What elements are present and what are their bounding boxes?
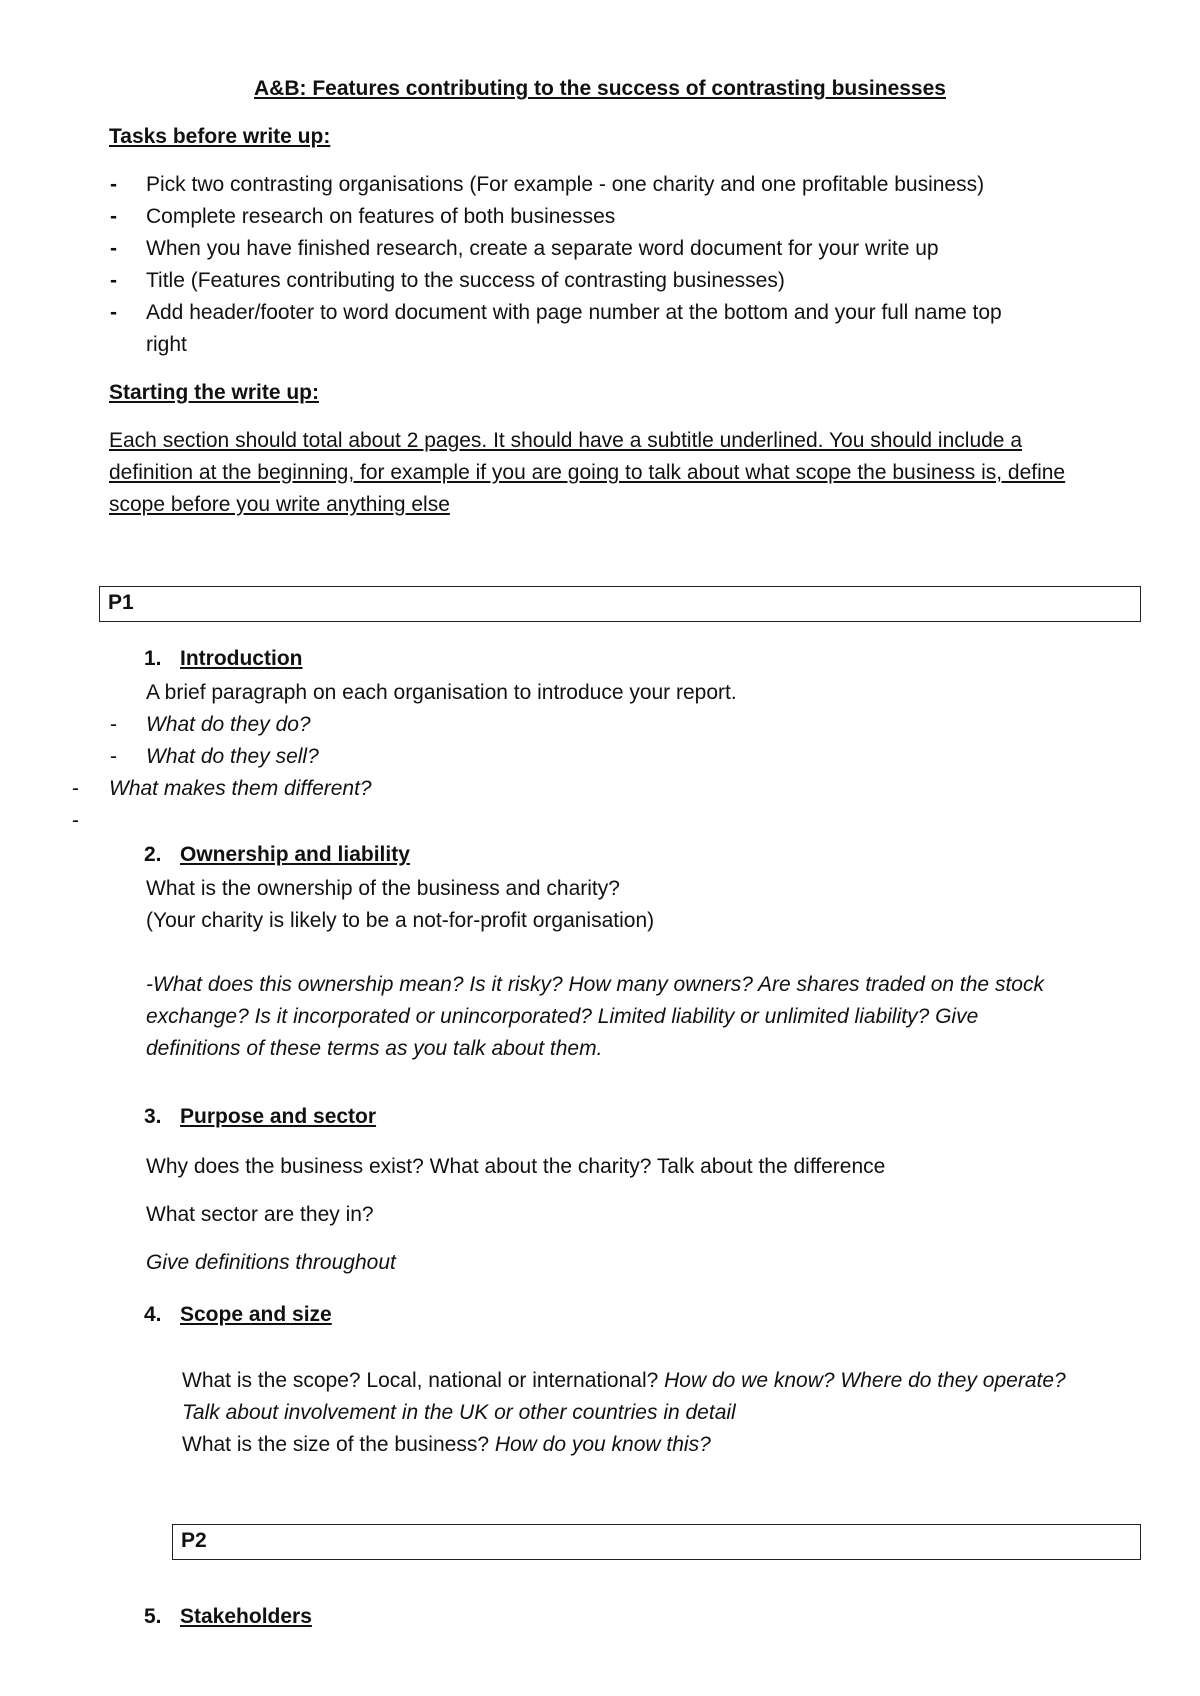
task-item-continuation: right — [146, 333, 187, 356]
section-number: 1. — [144, 647, 162, 670]
task-item: Complete research on features of both businesses — [146, 205, 616, 228]
starting-line: definition at the beginning, for example if you are going to talk about what scope the business is, define — [109, 461, 1066, 484]
bullet-dash: - — [110, 205, 117, 228]
bullet-dash: - — [72, 777, 79, 800]
task-item: Pick two contrasting organisations (For example - one charity and one profitable business) — [146, 173, 985, 196]
bullet-dash: - — [110, 173, 117, 196]
section-title-purpose: Purpose and sector — [180, 1105, 377, 1128]
section-question: definitions of these terms as you talk about them. — [146, 1037, 603, 1060]
section-question: What do they sell? — [146, 745, 319, 768]
section-line — [182, 1368, 1066, 1393]
section-text: Give definitions throughout — [146, 1251, 396, 1274]
bullet-dash: - — [110, 269, 117, 292]
section-question: -What does this ownership mean? Is it risky? How many owners? Are shares traded on the stock — [146, 973, 1044, 996]
starting-heading: Starting the write up: — [109, 381, 319, 404]
section-number: 4. — [144, 1303, 162, 1326]
task-item: When you have finished research, create a separate word document for your write up — [146, 237, 939, 260]
section-text: (Your charity is likely to be a not-for-profit organisation) — [146, 909, 655, 932]
section-text: Why does the business exist? What about the charity? Talk about the difference — [146, 1155, 886, 1178]
section-line — [182, 1432, 711, 1457]
starting-line: scope before you write anything else — [109, 493, 450, 516]
section-title-ownership: Ownership and liability — [180, 843, 410, 866]
bullet-dash: - — [72, 809, 79, 832]
bullet-dash: - — [110, 237, 117, 260]
section-title-introduction: Introduction — [180, 647, 303, 670]
section-question: exchange? Is it incorporated or unincorporated? Limited liability or unlimited liability? Give — [146, 1005, 979, 1028]
p1-box — [99, 586, 1141, 622]
bullet-dash: - — [110, 301, 117, 324]
page-title: A&B: Features contributing to the success of contrasting businesses — [254, 77, 946, 100]
starting-line: Each section should total about 2 pages. It should have a subtitle underlined. You should include a — [109, 429, 1022, 452]
section-text: A brief paragraph on each organisation to introduce your report. — [146, 681, 737, 704]
section-text: What is the size of the business? — [182, 1433, 495, 1456]
p1-label: P1 — [108, 591, 134, 614]
section-number: 5. — [144, 1605, 162, 1628]
section-question: What makes them different? — [109, 777, 372, 800]
section-text: What sector are they in? — [146, 1203, 374, 1226]
task-item: Title (Features contributing to the success of contrasting businesses) — [146, 269, 785, 292]
p2-label: P2 — [181, 1529, 207, 1552]
tasks-heading: Tasks before write up: — [109, 125, 331, 148]
section-text: What is the scope? Local, national or international? — [182, 1369, 665, 1392]
section-number: 3. — [144, 1105, 162, 1128]
task-item: Add header/footer to word document with page number at the bottom and your full name top — [146, 301, 1002, 324]
section-question: How do you know this? — [494, 1433, 711, 1456]
section-question: Talk about involvement in the UK or other countries in detail — [182, 1401, 736, 1424]
section-text: What is the ownership of the business and charity? — [146, 877, 620, 900]
section-question: What do they do? — [146, 713, 311, 736]
section-title-scope: Scope and size — [180, 1303, 332, 1326]
bullet-dash: - — [110, 745, 117, 768]
p2-box — [172, 1524, 1141, 1560]
section-question: How do we know? Where do they operate? — [664, 1369, 1066, 1392]
bullet-dash: - — [110, 713, 117, 736]
section-number: 2. — [144, 843, 162, 866]
section-title-stakeholders: Stakeholders — [180, 1605, 312, 1628]
